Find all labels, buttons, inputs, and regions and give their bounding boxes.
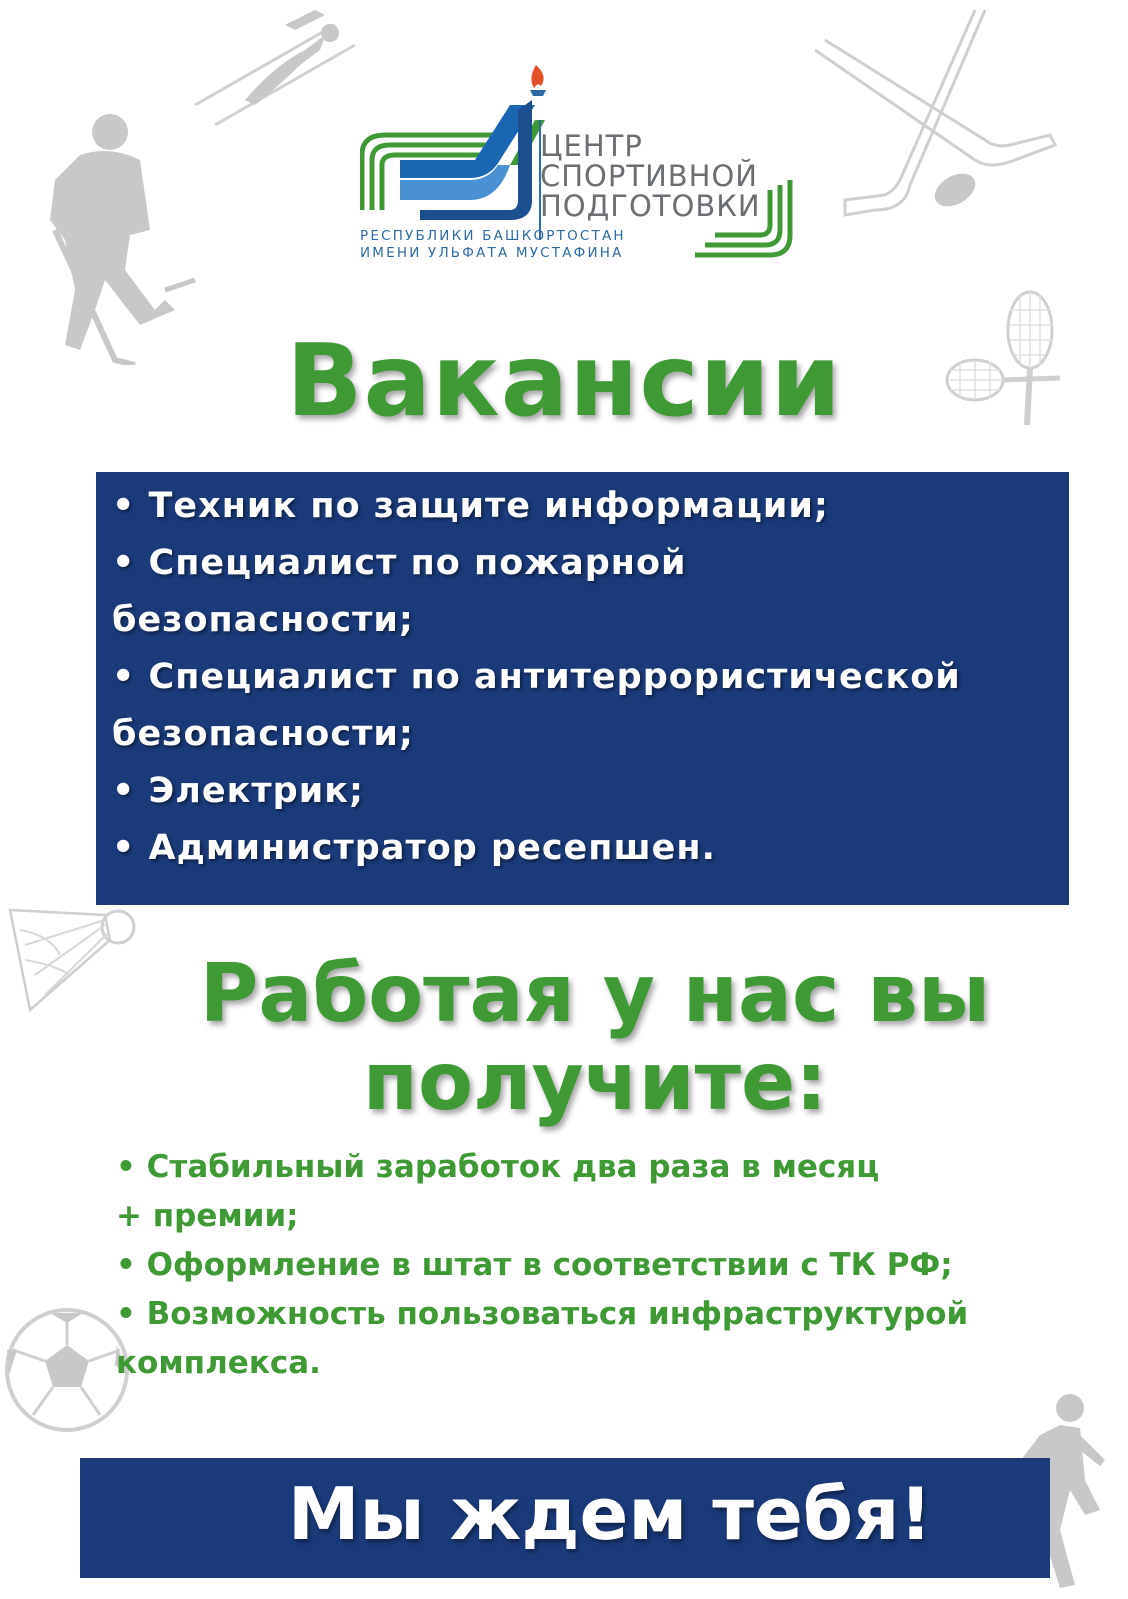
vacancy-item: безопасности; [112, 714, 414, 754]
logo-subtitle-line1: РЕСПУБЛИКИ БАШКОРТОСТАН [360, 228, 626, 244]
benefit-item: • Возможность пользоваться инфраструктурой [116, 1296, 969, 1332]
page-title: Вакансии [286, 322, 842, 439]
logo-text-line2: СПОРТИВНОЙ [540, 159, 758, 193]
benefits-heading [0, 947, 1128, 1128]
torch-icon [531, 65, 543, 88]
vacancy-item: • Техник по защите информации; [112, 486, 829, 526]
organization-logo [360, 60, 800, 270]
logo-text-line1: ЦЕНТР [540, 129, 643, 163]
hockey-sticks-icon [815, 10, 1065, 225]
vacancies-list [96, 472, 1069, 877]
vacancies-panel [96, 472, 1069, 905]
vacancy-item: • Администратор ресепшен. [112, 828, 716, 868]
vacancy-item: • Специалист по пожарной [112, 543, 687, 583]
vacancy-item: • Электрик; [112, 771, 364, 811]
benefit-item: комплекса. [116, 1345, 321, 1381]
benefits-heading-line1: Работая у нас вы [199, 947, 991, 1040]
vacancy-item: безопасности; [112, 600, 414, 640]
footer-slogan: Мы ждем тебя! [287, 1472, 933, 1556]
benefits-heading-line2: получите: [362, 1035, 828, 1128]
vacancy-item: • Специалист по антитеррористической [112, 657, 961, 697]
benefit-item: + премии; [116, 1198, 299, 1234]
swimmer-icon [185, 5, 365, 135]
benefits-list [116, 1143, 1056, 1388]
footer-banner [80, 1458, 1050, 1578]
logo-subtitle-line2: ИМЕНИ УЛЬФАТА МУСТАФИНА [360, 245, 624, 261]
logo-text-line3: ПОДГОТОВКИ [540, 189, 761, 223]
benefit-item: • Оформление в штат в соответствии с ТК РФ; [116, 1247, 953, 1283]
benefit-item: • Стабильный заработок два раза в месяц [116, 1149, 880, 1185]
